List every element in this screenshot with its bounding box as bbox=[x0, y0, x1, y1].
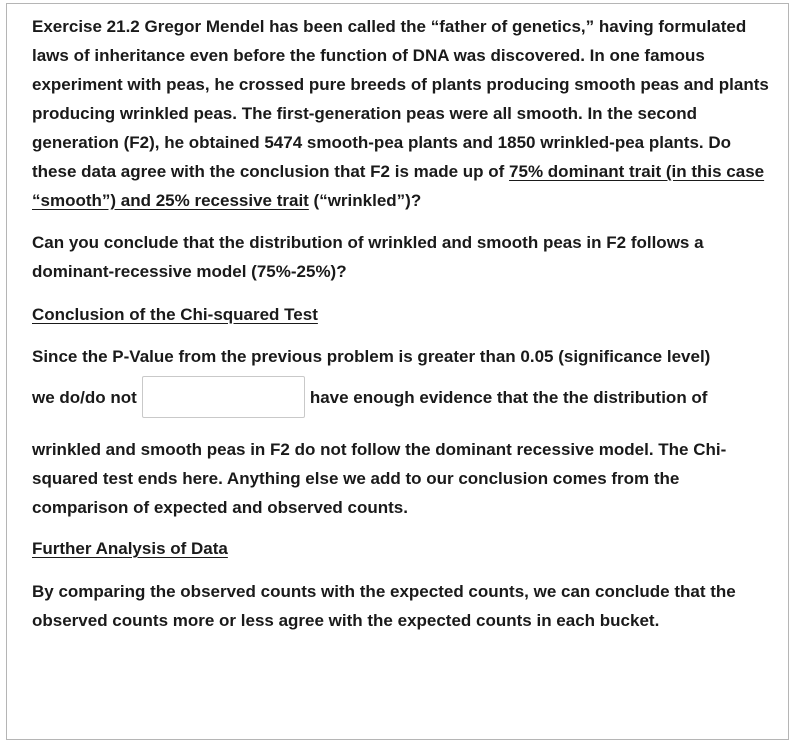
document-content bbox=[32, 12, 772, 635]
exercise-text: Exercise 21.2 Gregor Mendel has been called the “father of genetics,” having formulated laws of inheritance even before the function of DNA was discovered. In one famous experiment with peas, he crossed pure breeds of plants producing smooth peas and plants producing wrinkled peas. The first-generation peas were all smooth. In the second generation (F2), he obtained 5474 smooth-pea plants and 1850 wrinkled-pea plants. Do these data agree with the conclusion that F2 is made up of bbox=[32, 17, 769, 181]
exercise-tail: (“wrinkled”)? bbox=[308, 191, 422, 210]
exercise-paragraph bbox=[32, 12, 772, 215]
answer-input[interactable] bbox=[142, 376, 305, 418]
further-heading: Further Analysis of Data bbox=[32, 539, 228, 558]
blank-suffix: have enough evidence that the the distribution of bbox=[309, 387, 708, 407]
fill-in-blank-row bbox=[32, 373, 772, 421]
further-text: By comparing the observed counts with the expected counts, we can conclude that the observed counts more or less agree with the expected counts in each bucket. bbox=[32, 582, 736, 630]
conclusion-line-1: Since the P-Value from the previous problem is greater than 0.05 (significance level) bbox=[32, 347, 711, 366]
question-paragraph: Can you conclude that the distribution of wrinkled and smooth peas in F2 follows a dominant-recessive model (75%-25%)? bbox=[32, 233, 704, 281]
conclusion-heading: Conclusion of the Chi-squared Test bbox=[32, 305, 318, 324]
blank-prefix: we do/do not bbox=[32, 387, 137, 407]
conclusion-rest: wrinkled and smooth peas in F2 do not follow the dominant recessive model. The Chi-squared test ends here. Anything else we add to our conclusion comes from the comparison of expected and observed counts. bbox=[32, 440, 727, 517]
underlined-claim: 75% dominant trait (in this case “smooth”) and 25% recessive trait bbox=[32, 162, 765, 210]
